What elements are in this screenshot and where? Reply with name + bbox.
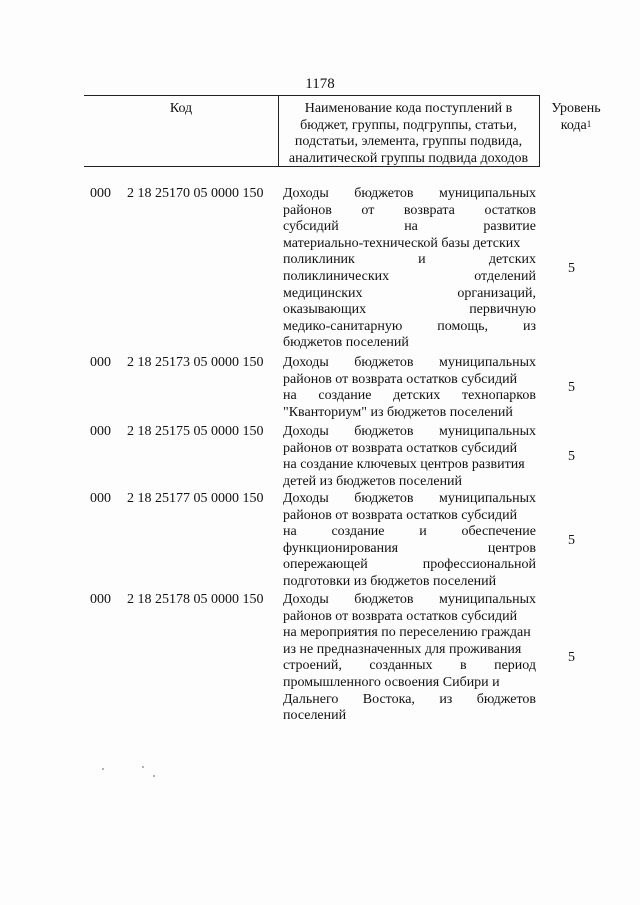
admin-code: 000 (90, 355, 111, 370)
description-word: поселений (283, 708, 347, 724)
description-word: остатков (484, 202, 536, 218)
table-row (0, 491, 640, 591)
description-word: медико-санитарную (283, 318, 403, 334)
description-word: медицинских (283, 285, 363, 301)
description-line (283, 269, 536, 286)
description-word: промышленного освоения Сибири и (283, 674, 500, 690)
description-line (283, 219, 536, 236)
description-line (283, 508, 536, 525)
description-word: центров (487, 540, 536, 556)
description-word: из (522, 318, 536, 334)
description-line (283, 692, 536, 709)
description-word: Доходы (283, 424, 329, 439)
description-word: опережающей (283, 557, 368, 573)
revenue-description (283, 186, 536, 352)
table-row (0, 186, 640, 352)
table-row (0, 424, 640, 490)
description-line (283, 203, 536, 220)
code-level: 5 (568, 379, 575, 395)
description-word: на мероприятия по переселению граждан (283, 625, 531, 641)
description-line (283, 388, 536, 405)
description-word: Доходы (283, 592, 329, 607)
description-word: первичную (469, 302, 536, 318)
description-word: районов от возврата остатков субсидий (283, 507, 518, 523)
description-word: районов от возврата остатков субсидий (283, 440, 518, 456)
header-top-border (84, 95, 539, 96)
description-word: районов (283, 202, 332, 218)
description-word: помощь, (437, 318, 488, 334)
description-word: "Кванториум" из бюджетов поселений (283, 404, 513, 420)
scan-speck (142, 766, 144, 768)
footnote-marker: 1 (586, 118, 592, 129)
description-word: бюджетов (354, 186, 414, 201)
description-word: детей из бюджетов поселений (283, 473, 463, 489)
revenue-description (283, 491, 536, 591)
description-word: материально-технической базы детских (283, 235, 521, 251)
revenue-description (283, 355, 536, 421)
description-word: районов от возврата остатков субсидий (283, 608, 518, 624)
description-line (283, 355, 536, 372)
description-word: муниципальных (439, 592, 536, 607)
code-level: 5 (568, 260, 575, 276)
admin-code: 000 (90, 592, 111, 607)
header-level-line2: кода$^1$ (560, 117, 592, 133)
description-word: технопарков (461, 388, 536, 404)
description-word: возврата (403, 202, 455, 218)
description-line (283, 286, 536, 303)
description-line (283, 372, 536, 389)
description-line (283, 302, 536, 319)
description-line (283, 658, 536, 675)
table-row (0, 355, 640, 421)
description-line (283, 457, 536, 474)
description-line (283, 642, 536, 659)
description-line (283, 441, 536, 458)
description-word: созданных (369, 658, 433, 674)
description-line (283, 335, 536, 352)
scan-speck (102, 768, 104, 770)
description-line (283, 708, 536, 725)
description-line (283, 252, 536, 269)
header-level (541, 101, 611, 134)
revenue-description (283, 424, 536, 490)
code-level: 5 (568, 532, 575, 548)
revenue-code: 2 18 25175 05 0000 150 (127, 424, 264, 439)
description-line (283, 524, 536, 541)
description-word: Дальнего (283, 691, 339, 707)
description-word: Доходы (283, 491, 329, 506)
description-word: детских (488, 252, 536, 268)
description-word: Доходы (283, 355, 329, 370)
description-word: Доходы (283, 186, 329, 201)
admin-code: 000 (90, 424, 111, 439)
description-word: бюджетов (354, 592, 414, 607)
description-line (283, 557, 536, 574)
header-name-line: бюджет, группы, подгруппы, статьи, (300, 117, 517, 133)
page-number: 1178 (305, 76, 335, 92)
description-line (283, 491, 536, 508)
description-word: оказывающих (283, 302, 367, 318)
description-word: и (419, 524, 427, 540)
description-line (283, 592, 536, 609)
description-word: и (418, 252, 426, 268)
description-word: муниципальных (439, 186, 536, 201)
header-name-line: подстатьи, элемента, группы подвида, (294, 134, 523, 149)
description-word: строений, (283, 658, 342, 674)
description-word: организаций, (457, 285, 536, 301)
description-word: поликлинических (283, 268, 390, 284)
description-line (283, 474, 536, 491)
revenue-description (283, 592, 536, 725)
admin-code: 000 (90, 491, 111, 506)
code-level: 5 (568, 448, 575, 464)
description-word: создание (318, 388, 372, 404)
description-word: в (460, 658, 467, 674)
table-row (0, 592, 640, 725)
description-word: бюджетов поселений (283, 335, 409, 351)
description-word: на создание ключевых центров развития (283, 457, 525, 473)
description-word: Востока, (362, 691, 415, 707)
description-word: на (283, 524, 297, 540)
description-word: из не предназначенных для проживания (283, 641, 522, 657)
description-word: подготовки из бюджетов поселений (283, 573, 497, 589)
description-word: создание (331, 524, 385, 540)
description-word: период (494, 658, 536, 674)
revenue-code: 2 18 25177 05 0000 150 (127, 491, 264, 506)
description-word: развитие (483, 219, 536, 235)
description-word: субсидий (283, 219, 339, 235)
scan-speck (153, 775, 155, 777)
description-line (283, 405, 536, 422)
description-word: муниципальных (439, 355, 536, 370)
description-line (283, 675, 536, 692)
header-name-line: Наименование кода поступлений в (304, 101, 513, 116)
description-word: поликлиник (283, 252, 355, 268)
header-code: Код (169, 101, 193, 116)
description-line (283, 574, 536, 591)
description-word: муниципальных (439, 424, 536, 439)
revenue-code: 2 18 25173 05 0000 150 (127, 355, 264, 370)
header-level-line1: Уровень (551, 101, 601, 116)
description-word: отделений (474, 268, 536, 284)
description-line (283, 236, 536, 253)
description-word: бюджетов (354, 355, 414, 370)
description-word: обеспечение (461, 524, 536, 540)
description-word: бюджетов (354, 424, 414, 439)
description-word: функционирования (283, 540, 399, 556)
description-line (283, 186, 536, 203)
description-line (283, 541, 536, 558)
description-word: районов от возврата остатков субсидий (283, 371, 518, 387)
header-col-divider-2 (539, 95, 540, 167)
code-level: 5 (568, 650, 575, 666)
description-line (283, 319, 536, 336)
description-word: на (283, 388, 297, 404)
header-name-line: аналитической группы подвида доходов (288, 150, 529, 166)
description-word: бюджетов (476, 691, 536, 707)
description-word: из (439, 691, 453, 707)
description-line (283, 609, 536, 626)
description-word: на (404, 219, 418, 235)
admin-code: 000 (90, 186, 111, 201)
description-word: муниципальных (439, 491, 536, 506)
description-word: профессиональной (422, 557, 536, 573)
description-word: бюджетов (354, 491, 414, 506)
header-name (278, 101, 539, 167)
description-line (283, 625, 536, 642)
revenue-code: 2 18 25170 05 0000 150 (127, 186, 264, 201)
description-line (283, 424, 536, 441)
description-word: детских (393, 388, 441, 404)
description-word: от (361, 202, 375, 218)
revenue-code: 2 18 25178 05 0000 150 (127, 592, 264, 607)
